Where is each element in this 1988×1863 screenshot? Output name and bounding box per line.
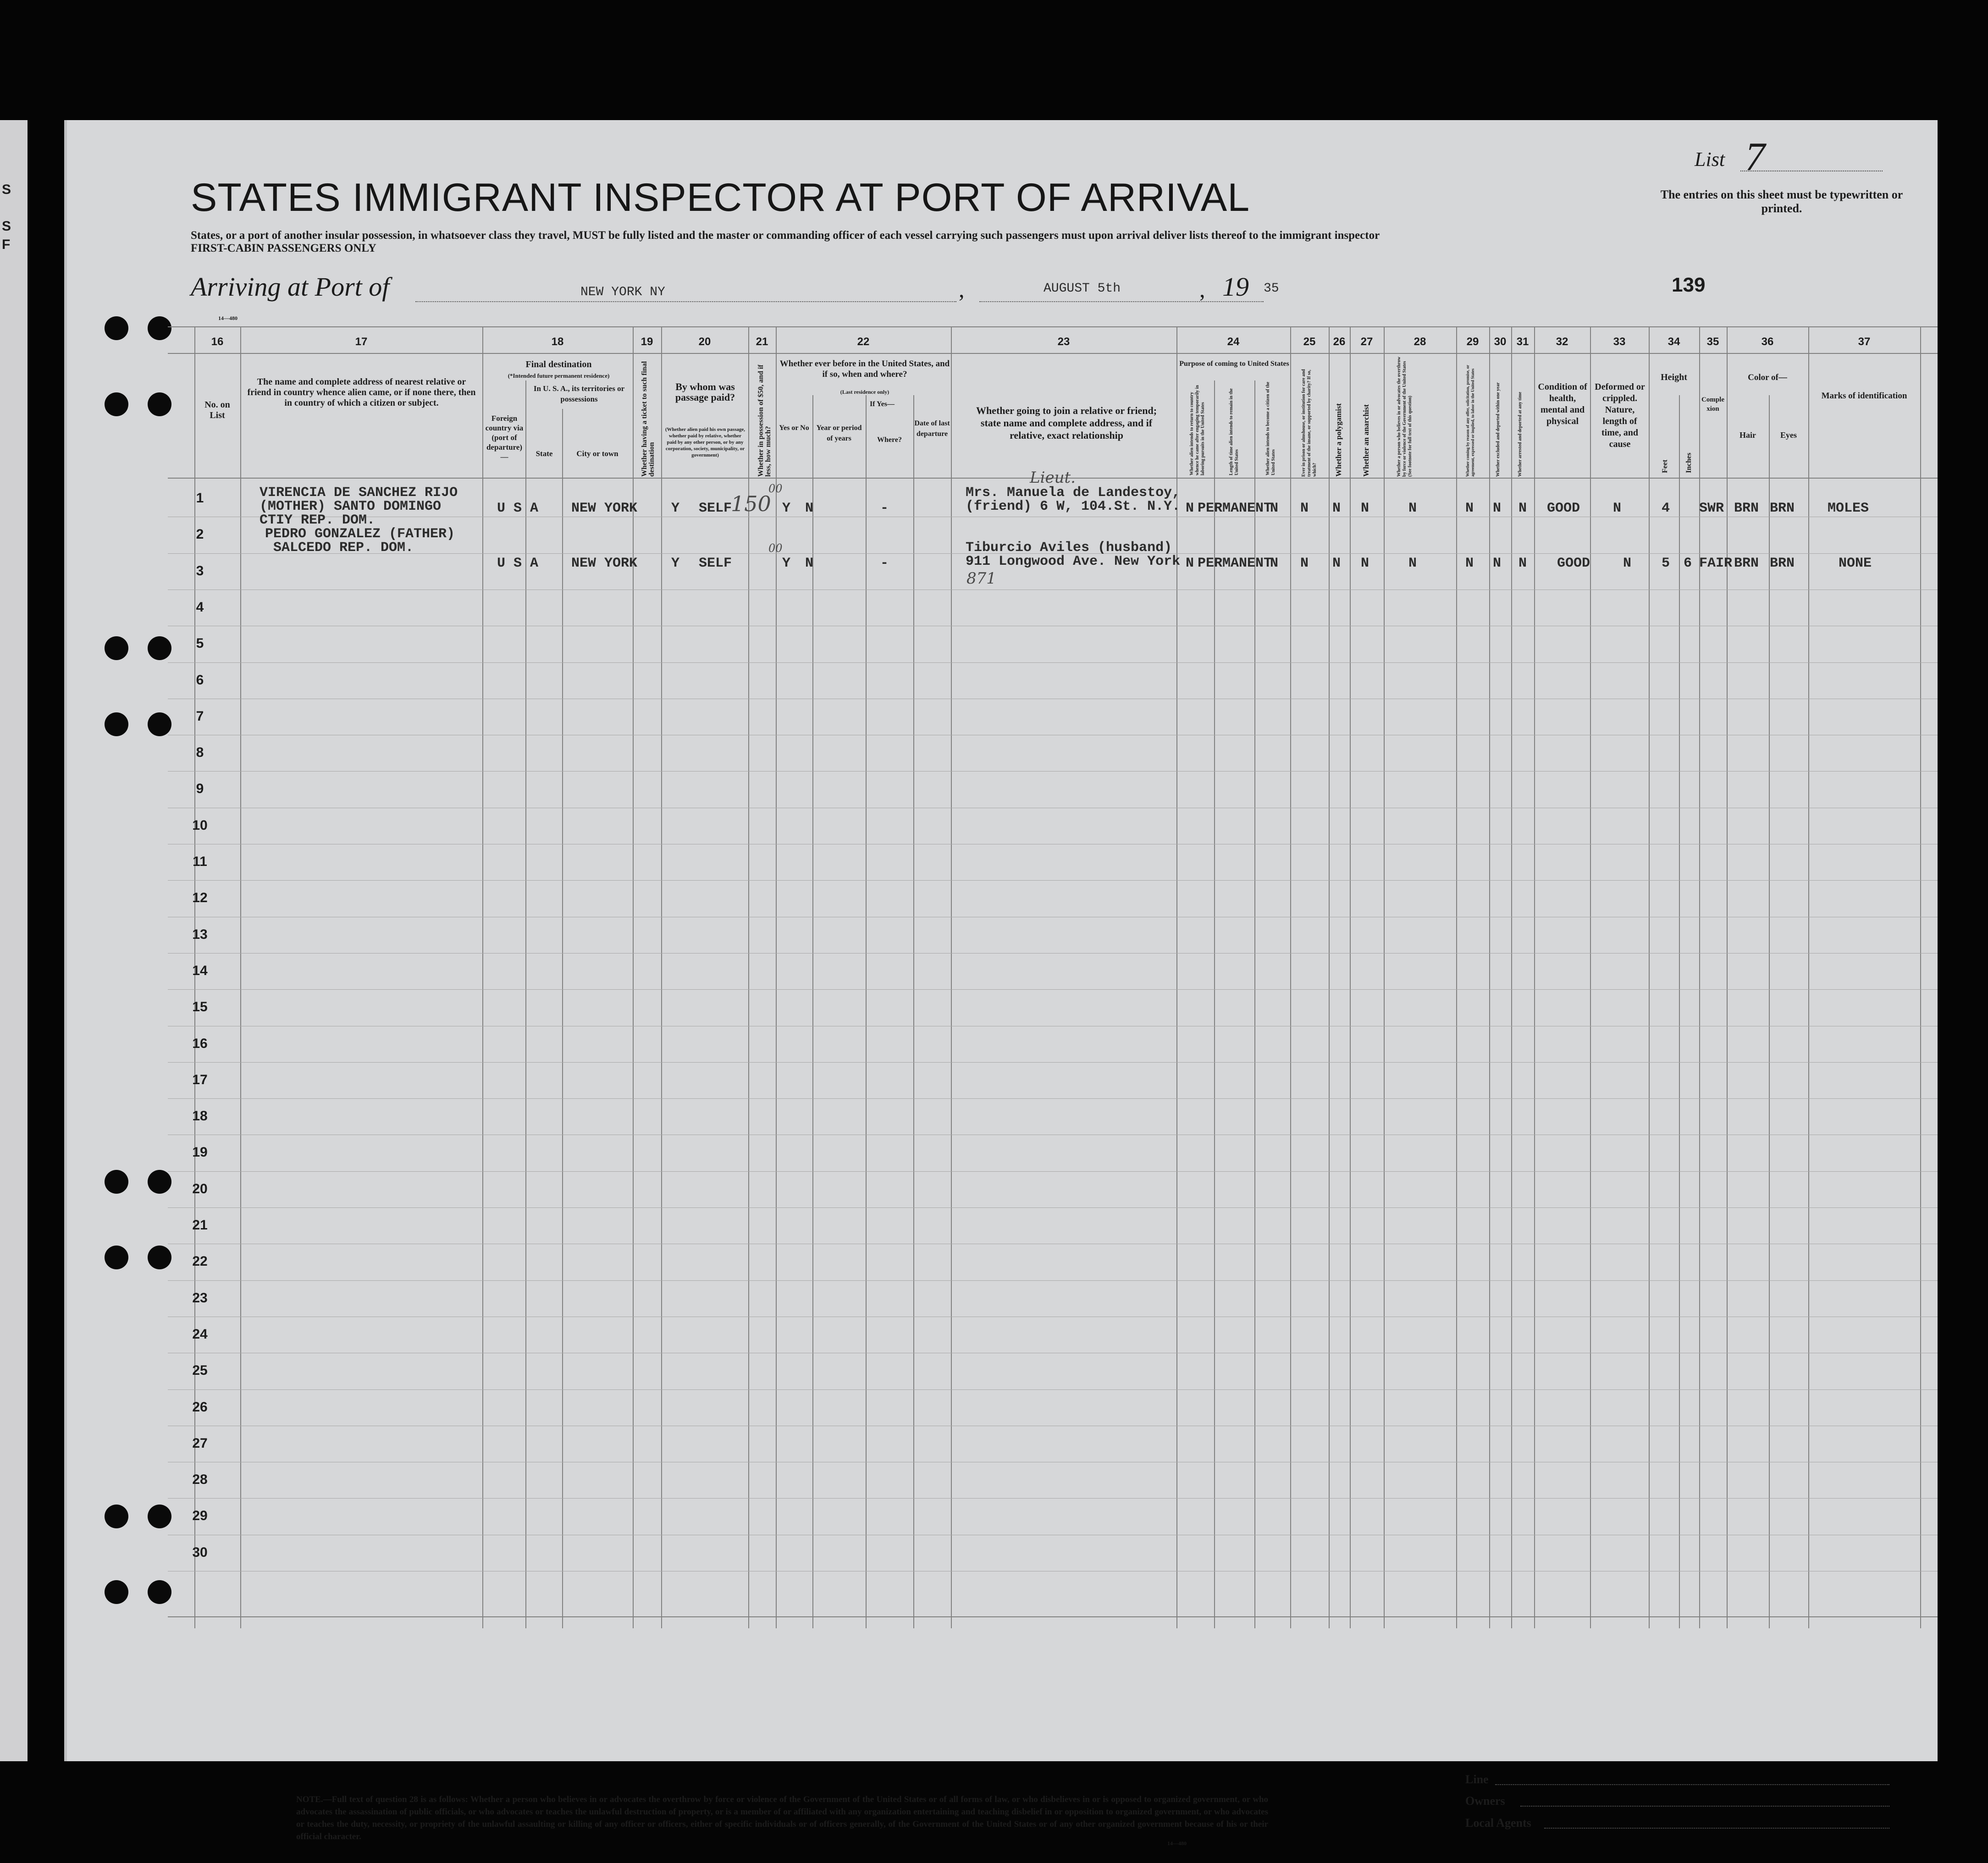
colnum-18: 18 bbox=[551, 336, 564, 348]
col-divider bbox=[913, 395, 914, 1628]
row-line bbox=[168, 989, 1938, 990]
col-divider bbox=[482, 326, 483, 1628]
colnum-22: 22 bbox=[857, 336, 870, 348]
row1-feet: 4 bbox=[1662, 501, 1670, 516]
row-number: 23 bbox=[192, 1290, 208, 1306]
row1-complexion: SWR bbox=[1699, 501, 1724, 516]
row2-feet: 5 bbox=[1662, 556, 1670, 571]
row1-prison: N bbox=[1300, 501, 1309, 516]
header-state: State bbox=[536, 449, 553, 458]
year-prefix: 19 bbox=[1222, 272, 1249, 302]
row1-paid-by: SELF bbox=[699, 501, 732, 516]
handwritten-money-row2-cents: 00 bbox=[768, 542, 783, 555]
row1-before: N bbox=[805, 501, 814, 516]
row-line bbox=[168, 1207, 1938, 1208]
col-divider bbox=[1679, 395, 1680, 1628]
row1-city: NEW YORK bbox=[571, 501, 638, 516]
row-number: 26 bbox=[192, 1399, 208, 1415]
header-nearest-relative: The name and complete address of nearest relative or friend in country whence alien came, or if none there, then in country of which a citizen or subject. bbox=[247, 377, 476, 408]
footnote-question-28: NOTE.—Full text of question 28 is as follows: Whether a person who believes in or advocates the overthrow by force or violence of the Government of the United States or of all forms of law, or who disbelieves in or is opposed to organized government, or who advocates the assassination of public officials, or who advocates or teaches the unlawful destruction of property, or is a member of or affiliated with any organization entertaining and teaching disbelief in or opposition to organized government, or who advocates or teaches the duty, necessity, or propriety of the unlawful assaulting or killing of any officer or officers, either of specific individuals or of officers generally, of the Government of the United States or of any other organized government because of his or their official character. bbox=[296, 1795, 1268, 1841]
row2-ticket: Y bbox=[671, 556, 680, 571]
colnum-27: 27 bbox=[1360, 336, 1373, 348]
row2-excluded: N bbox=[1493, 556, 1502, 571]
arriving-label: Arriving at Port of bbox=[191, 272, 390, 302]
row-number: 18 bbox=[192, 1108, 208, 1124]
entries-note: The entries on this sheet must be typewritten or printed. bbox=[1660, 188, 1903, 215]
col-divider bbox=[1699, 326, 1700, 1628]
row1-where: - bbox=[880, 501, 889, 516]
port-line bbox=[415, 301, 956, 302]
colnum-31: 31 bbox=[1516, 336, 1529, 348]
comma-1: , bbox=[959, 276, 965, 302]
adjacent-page-edge: S S F bbox=[0, 120, 28, 1761]
row-line bbox=[168, 1098, 1938, 1099]
header-color-of: Color of— bbox=[1748, 373, 1787, 382]
col-divider bbox=[1290, 326, 1291, 1628]
row-number: 29 bbox=[192, 1508, 208, 1524]
colnum-16: 16 bbox=[211, 336, 224, 348]
row2-length: PERMANENT bbox=[1198, 556, 1272, 571]
header-last-departure: Date of last departure bbox=[914, 419, 950, 438]
colnum-25: 25 bbox=[1303, 336, 1316, 348]
year-suffix: 35 bbox=[1264, 281, 1279, 296]
colnum-34: 34 bbox=[1668, 336, 1680, 348]
row-number: 21 bbox=[192, 1218, 208, 1233]
col-divider bbox=[1329, 326, 1330, 1628]
manifest-table bbox=[67, 326, 1938, 1628]
date-value: AUGUST 5th bbox=[1044, 281, 1121, 296]
colnum-19: 19 bbox=[641, 336, 653, 348]
row-number: 28 bbox=[192, 1472, 208, 1488]
handwritten-money-row1-cents: 00 bbox=[768, 482, 783, 495]
col-divider bbox=[748, 326, 749, 1628]
row-number: 22 bbox=[192, 1254, 208, 1269]
row2-paid-by: SELF bbox=[699, 556, 732, 571]
row2-before: N bbox=[805, 556, 814, 571]
header-purpose: Purpose of coming to United States bbox=[1179, 360, 1289, 368]
col-divider bbox=[1808, 326, 1809, 1628]
header-polygamist: Whether a polygamist bbox=[1334, 403, 1343, 477]
row-line bbox=[168, 1171, 1938, 1172]
row-number: 11 bbox=[193, 854, 207, 869]
col-divider bbox=[866, 395, 867, 1628]
header-where: Where? bbox=[877, 436, 902, 444]
header-deformed: Deformed or crippled. Nature, length of time, and cause bbox=[1595, 382, 1645, 449]
row1-marks: MOLES bbox=[1828, 501, 1869, 516]
col-divider bbox=[1489, 326, 1490, 1628]
row-number: 27 bbox=[192, 1435, 208, 1451]
row2-citizen: N bbox=[1270, 556, 1279, 571]
row-number: 1 bbox=[196, 491, 204, 506]
colnum-26: 26 bbox=[1333, 336, 1346, 348]
row2-city: NEW YORK bbox=[571, 556, 638, 571]
col-divider bbox=[1534, 326, 1535, 1628]
col-divider bbox=[1384, 326, 1385, 1628]
row-number: 30 bbox=[192, 1544, 208, 1560]
row1-return: N bbox=[1186, 501, 1194, 516]
row2-join-line1: Tiburcio Aviles (husband) bbox=[966, 540, 1172, 556]
row2-health: GOOD bbox=[1557, 556, 1590, 571]
row-number: 12 bbox=[192, 890, 208, 906]
header-no-on-list: No. on List bbox=[204, 400, 230, 420]
row-line bbox=[168, 880, 1938, 881]
row2-inches: 6 bbox=[1684, 556, 1692, 571]
row1-deformed: N bbox=[1613, 501, 1622, 516]
list-label: List bbox=[1695, 148, 1725, 171]
header-if-yes: If Yes— bbox=[869, 400, 895, 408]
row-number: 15 bbox=[192, 999, 208, 1015]
handwritten-money-row1: 150 bbox=[731, 491, 771, 516]
row-line bbox=[168, 771, 1938, 772]
manifest-page bbox=[64, 120, 1938, 1846]
colnum-21: 21 bbox=[756, 336, 768, 348]
header-passage-note: (Whether alien paid his own passage, whether paid by relative, whether paid by any other person, or by any corporation, society, municipality, or government) bbox=[665, 427, 745, 458]
row2-anarchist: N bbox=[1361, 556, 1370, 571]
col-divider bbox=[1456, 326, 1457, 1628]
row2-join-line2: 911 Longwood Ave. New York bbox=[966, 554, 1181, 569]
col-divider bbox=[1920, 326, 1921, 1628]
owners-field bbox=[1520, 1806, 1889, 1807]
row2-advocate: N bbox=[1408, 556, 1417, 571]
row-number: 2 bbox=[196, 527, 204, 542]
header-hair: Hair bbox=[1740, 430, 1756, 440]
handwritten-join-annotation: Lieut. bbox=[1030, 469, 1076, 487]
col-divider bbox=[1769, 395, 1770, 1628]
colnum-36: 36 bbox=[1761, 336, 1774, 348]
row-line bbox=[168, 662, 1938, 663]
line-label: Line bbox=[1465, 1773, 1489, 1786]
row2-money: Y bbox=[782, 556, 791, 571]
colnum-17: 17 bbox=[355, 336, 368, 348]
header-yes-no: Yes or No bbox=[779, 424, 809, 432]
row-number: 3 bbox=[196, 563, 204, 579]
row2-offer: N bbox=[1465, 556, 1474, 571]
row2-deformed: N bbox=[1623, 556, 1632, 571]
row2-complexion: FAIR bbox=[1699, 556, 1733, 571]
header-city: City or town bbox=[576, 449, 618, 458]
row2-eyes: BRN bbox=[1770, 556, 1795, 571]
handwritten-address-correction: 871 bbox=[966, 569, 996, 588]
table-bottom-border bbox=[168, 1616, 1938, 1617]
row-line bbox=[168, 1498, 1938, 1499]
header-marks: Marks of identification bbox=[1821, 391, 1907, 401]
row1-money: Y bbox=[782, 501, 791, 516]
colnum-20: 20 bbox=[698, 336, 711, 348]
col-divider bbox=[633, 326, 634, 1628]
colnum-33: 33 bbox=[1613, 336, 1626, 348]
header-fifty-dollars: Whether in possession of $50, and if less, how much? bbox=[757, 364, 772, 477]
row1-relative-line2: (MOTHER) SANTO DOMINGO bbox=[260, 499, 442, 514]
col-divider bbox=[951, 326, 952, 1628]
row1-arrested: N bbox=[1519, 501, 1527, 516]
row1-hair: BRN bbox=[1734, 501, 1759, 516]
row-number: 9 bbox=[196, 781, 204, 797]
row2-relative-line2: SALCEDO REP. DOM. bbox=[273, 540, 414, 556]
colnum-divider bbox=[168, 353, 1938, 354]
row2-arrested: N bbox=[1519, 556, 1527, 571]
row1-offer: N bbox=[1465, 501, 1474, 516]
row-number: 19 bbox=[192, 1145, 208, 1160]
col-divider bbox=[661, 326, 662, 1628]
sheet-number: 139 bbox=[1672, 274, 1706, 296]
header-in-usa: In U. S. A., its territories or possessions bbox=[533, 384, 625, 403]
row1-join-line1: Mrs. Manuela de Landestoy, bbox=[966, 485, 1181, 501]
header-arrested: Whether arrested and deported at any time bbox=[1518, 391, 1523, 477]
colnum-28: 28 bbox=[1414, 336, 1426, 348]
colnum-32: 32 bbox=[1556, 336, 1568, 348]
date-line bbox=[979, 301, 1264, 302]
row1-citizen: N bbox=[1270, 501, 1279, 516]
header-inches: Inches bbox=[1685, 452, 1693, 473]
row1-join-line2: (friend) 6 W, 104.St. N.Y. bbox=[966, 499, 1181, 514]
row-line bbox=[168, 1062, 1938, 1063]
row2-where: - bbox=[880, 556, 889, 571]
row-number: 5 bbox=[196, 636, 204, 651]
colnum-29: 29 bbox=[1466, 336, 1479, 348]
row-number: 16 bbox=[192, 1036, 208, 1051]
header-eyes: Eyes bbox=[1780, 430, 1797, 440]
col-divider bbox=[1727, 326, 1728, 1628]
row1-relative-line3: CTIY REP. DOM. bbox=[260, 513, 376, 528]
row-number: 13 bbox=[192, 926, 208, 942]
form-code-top: 14—480 bbox=[218, 315, 237, 321]
row-number: 6 bbox=[196, 672, 204, 688]
form-code-bottom: 14—480 bbox=[1167, 1840, 1187, 1846]
col-divider bbox=[240, 326, 241, 1628]
list-number: 7 bbox=[1745, 135, 1765, 179]
local-agents-field bbox=[1544, 1828, 1889, 1829]
port-value: NEW YORK NY bbox=[580, 285, 665, 299]
colnum-24: 24 bbox=[1227, 336, 1240, 348]
row-number: 24 bbox=[192, 1326, 208, 1342]
header-last-residence: (Last residence only) bbox=[840, 389, 889, 395]
row-line bbox=[168, 1280, 1938, 1281]
header-prison: Ever in prison or almshouse, or institution for care and treatment of the insane, or supported by charity? If so, which? bbox=[1301, 369, 1317, 477]
row-number: 7 bbox=[196, 708, 204, 724]
row1-ticket: Y bbox=[671, 501, 680, 516]
header-ever-before: Whether ever before in the United States, and if so, when and where? bbox=[779, 359, 950, 379]
row-number: 8 bbox=[196, 745, 204, 761]
row2-hair: BRN bbox=[1734, 556, 1759, 571]
row-line bbox=[168, 1389, 1938, 1390]
row2-marks: NONE bbox=[1839, 556, 1872, 571]
subtitle-line-2: FIRST-CABIN PASSENGERS ONLY bbox=[191, 242, 376, 254]
row1-health: GOOD bbox=[1547, 501, 1580, 516]
row1-excluded: N bbox=[1493, 501, 1502, 516]
row2-state: U S A bbox=[497, 556, 539, 571]
header-join-relative: Whether going to join a relative or friend; state name and complete address, and if relative, exact relationship bbox=[976, 405, 1157, 441]
header-anarchist: Whether an anarchist bbox=[1362, 404, 1370, 477]
col-divider bbox=[1590, 326, 1591, 1628]
col-divider bbox=[562, 409, 563, 1628]
row-number: 17 bbox=[192, 1072, 208, 1087]
form-subtitle bbox=[191, 229, 1380, 255]
header-feet: Feet bbox=[1661, 459, 1669, 473]
header-foreign-country: Foreign country via (port of departure)— bbox=[485, 414, 524, 461]
row-line bbox=[168, 953, 1938, 954]
col-divider bbox=[776, 326, 777, 1628]
row-number: 14 bbox=[192, 963, 208, 978]
line-field bbox=[1495, 1784, 1889, 1785]
row-number: 20 bbox=[192, 1181, 208, 1196]
header-years: Year or period of years bbox=[816, 424, 862, 442]
header-purpose-return: Whether alien intends to return to country whence he came after engaging temporarily in laboring pursuits in the United States bbox=[1189, 385, 1205, 475]
header-final-destination: Final destination bbox=[525, 359, 592, 369]
header-purpose-citizen: Whether alien intends to become a citizen of the United States bbox=[1265, 381, 1276, 475]
header-complexion: Complexion bbox=[1701, 396, 1724, 413]
colnum-30: 30 bbox=[1494, 336, 1507, 348]
col-divider bbox=[1511, 326, 1512, 1628]
comma-2: , bbox=[1199, 276, 1205, 302]
header-excluded: Whether excluded and deported within one year bbox=[1496, 382, 1501, 477]
header-ticket: Whether having a ticket to such final destination bbox=[641, 361, 656, 477]
row1-advocate: N bbox=[1408, 501, 1417, 516]
col-divider bbox=[812, 395, 813, 1628]
row-number: 25 bbox=[192, 1363, 208, 1378]
col-divider bbox=[1350, 326, 1351, 1628]
row-number: 4 bbox=[196, 599, 204, 615]
local-agents-label: Local Agents bbox=[1465, 1816, 1531, 1830]
col-divider bbox=[1649, 326, 1650, 1628]
header-advocates: Whether a person who believes in or advocates the overthrow by force or violence of the Government of the United States (See footnote for full text of this question) bbox=[1397, 357, 1413, 477]
header-labor-offer: Whether coming by reason of any offer, solicitation, promise, or agreement, expressed or implied, to labor in the United States bbox=[1465, 365, 1475, 477]
header-purpose-length: Length of time alien intends to remain in the United States bbox=[1229, 388, 1239, 475]
row2-prison: N bbox=[1300, 556, 1309, 571]
header-height: Height bbox=[1661, 372, 1687, 382]
row1-anarchist: N bbox=[1361, 501, 1370, 516]
header-passage-paid: By whom was passage paid? bbox=[675, 381, 735, 403]
row2-return: N bbox=[1186, 556, 1194, 571]
row2-relative-line1: PEDRO GONZALEZ (FATHER) bbox=[265, 526, 455, 542]
subtitle-line-1: States, or a port of another insular possession, in whatsoever class they travel, MUST be fully listed and the master or commanding officer of each vessel carrying such passengers must upon arrival deliver lists thereof to the immigrant inspector bbox=[191, 229, 1380, 242]
colnum-37: 37 bbox=[1858, 336, 1871, 348]
header-health: Condition of health, mental and physical bbox=[1538, 382, 1587, 426]
colnum-23: 23 bbox=[1057, 336, 1070, 348]
row1-length: PERMANENT bbox=[1198, 501, 1272, 516]
row1-polygamist: N bbox=[1332, 501, 1341, 516]
table-top-border bbox=[168, 326, 1938, 327]
row1-eyes: BRN bbox=[1770, 501, 1795, 516]
row-number: 10 bbox=[192, 817, 208, 833]
col-divider bbox=[1176, 326, 1177, 1628]
row2-polygamist: N bbox=[1332, 556, 1341, 571]
form-title: STATES IMMIGRANT INSPECTOR AT PORT OF ARRIVAL bbox=[191, 176, 1250, 220]
header-final-destination-note: (*Intended future permanent residence) bbox=[508, 372, 610, 379]
row1-state: U S A bbox=[497, 501, 539, 516]
row1-relative-line1: VIRENCIA DE SANCHEZ RIJO bbox=[260, 485, 458, 501]
owners-label: Owners bbox=[1465, 1794, 1505, 1808]
colnum-35: 35 bbox=[1706, 336, 1719, 348]
